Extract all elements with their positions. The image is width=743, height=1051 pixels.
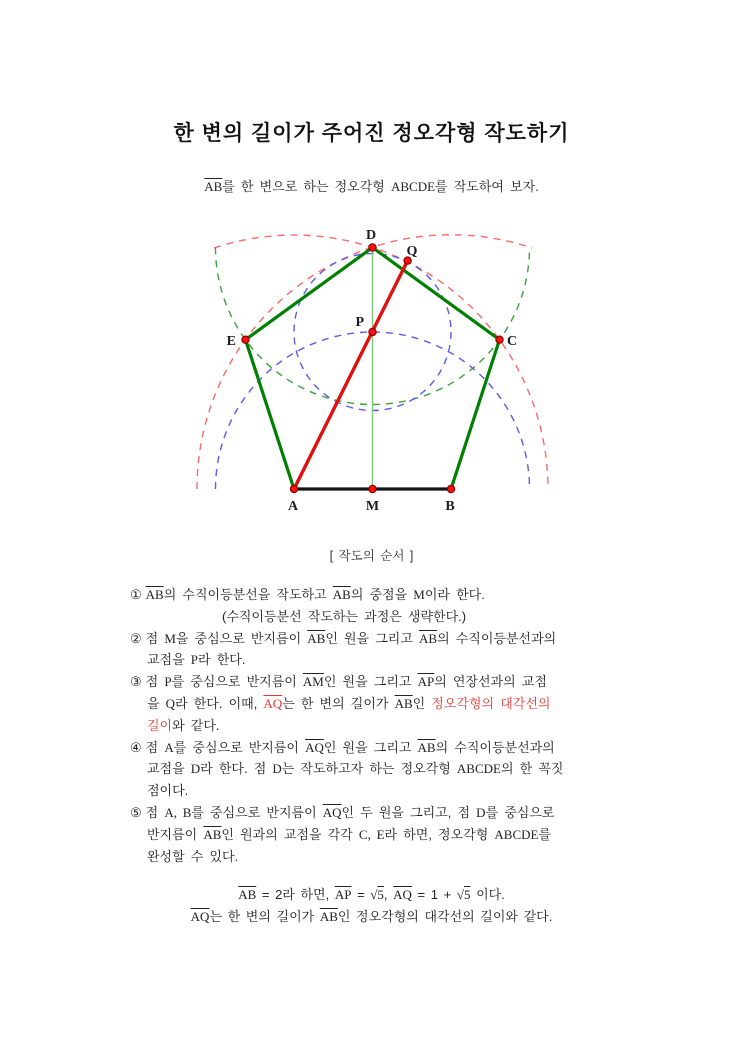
point-label-P: P [355,315,364,330]
point-dot-B [447,485,454,492]
step-number: ① [130,587,142,602]
step-line: ⑤ 점 A, B를 중심으로 반지름이 $\overline{AQ}$인 두 원을 그리고, 점 D를 중심으로 [130,804,555,820]
point-label-M: M [365,499,380,514]
point-label-Q: Q [406,244,418,259]
step-number: ⑤ [130,804,142,820]
circle-arc-center-A-radius-AQ [214,235,548,489]
step-line: 교점을 D라 한다. 점 D는 작도하고자 하는 정오각형 ABCDE의 한 꼭짓 [147,761,564,777]
pentagon-construction-diagram [185,226,562,516]
step-line: (수직이등분선 작도하는 과정은 생략한다.) [222,608,467,624]
page-title: 한 변의 길이가 주어진 정오각형 작도하기 [173,122,570,145]
construction-steps [130,584,630,867]
point-dot-E [242,336,249,343]
step-line: 을 Q라 한다. 이때, $\overline{AQ}$는 한 변의 길이가 $\overline{AB}$인 정오각형의 대각선의 [147,695,551,711]
point-dot-P [369,328,376,335]
step-line: ④ 점 A를 중심으로 반지름이 $\overline{AQ}$인 원을 그리고 $\overline{AB}$의 수직이등분선과의 [130,739,555,755]
step-line: 반지름이 $\overline{AB}$인 원과의 교점을 각각 C, E라 하면, 정오각형 ABCDE를 [147,826,552,842]
formula-line: $\overline{AQ}$는 한 변의 길이가 $\overline{AB}$인 정오각형의 대각선의 길이와 같다. [190,909,553,924]
point-label-A: A [287,499,299,514]
point-dot-D [369,244,376,251]
point-label-E: E [226,334,236,349]
step-number: ③ [130,674,142,690]
point-dot-A [290,485,297,492]
step-line: 교점을 P라 한다. [147,652,246,668]
step-number: ④ [130,739,142,755]
point-dot-C [496,336,503,343]
point-label-D: D [365,228,377,243]
step-line: ② 점 M을 중심으로 반지름이 $\overline{AB}$인 원을 그리고 $\overline{AB}$의 수직이등분선과의 [130,630,557,646]
point-dot-M [369,485,376,492]
subtitle: $\overline{AB}$를 한 변으로 하는 정오각형 ABCDE를 작도하여 보자. [204,179,539,194]
step-number: ② [130,630,142,646]
formula-block [0,884,743,928]
formula-line: $\overline{AB} = 2$라 하면, $\overline{AP} = √5$, $\overline{AQ} = 1 + √5$ 이다. [238,887,505,902]
pentagon-construction-figure [185,226,562,516]
point-label-B: B [445,499,455,514]
step-line: ③ 점 P를 중심으로 반지름이 $\overline{AM}$인 원을 그리고 $\overline{AP}$의 연장선과의 교점 [130,674,547,690]
circle-arc-center-B-radius-AQ [197,235,532,489]
step-line: 완성할 수 있다. [147,848,239,864]
step-line: 길이와 같다. [147,717,220,733]
point-label-C: C [507,334,518,349]
step-line: 점이다. [147,783,189,799]
construction-order-caption: [ 작도의 순서 ] [329,549,414,563]
segment-AQ-diagonal [294,261,408,489]
step-line: ① $\overline{AB}$의 수직이등분선을 작도하고 $\overline{AB}$의 중점을 M이라 한다. [130,587,485,602]
